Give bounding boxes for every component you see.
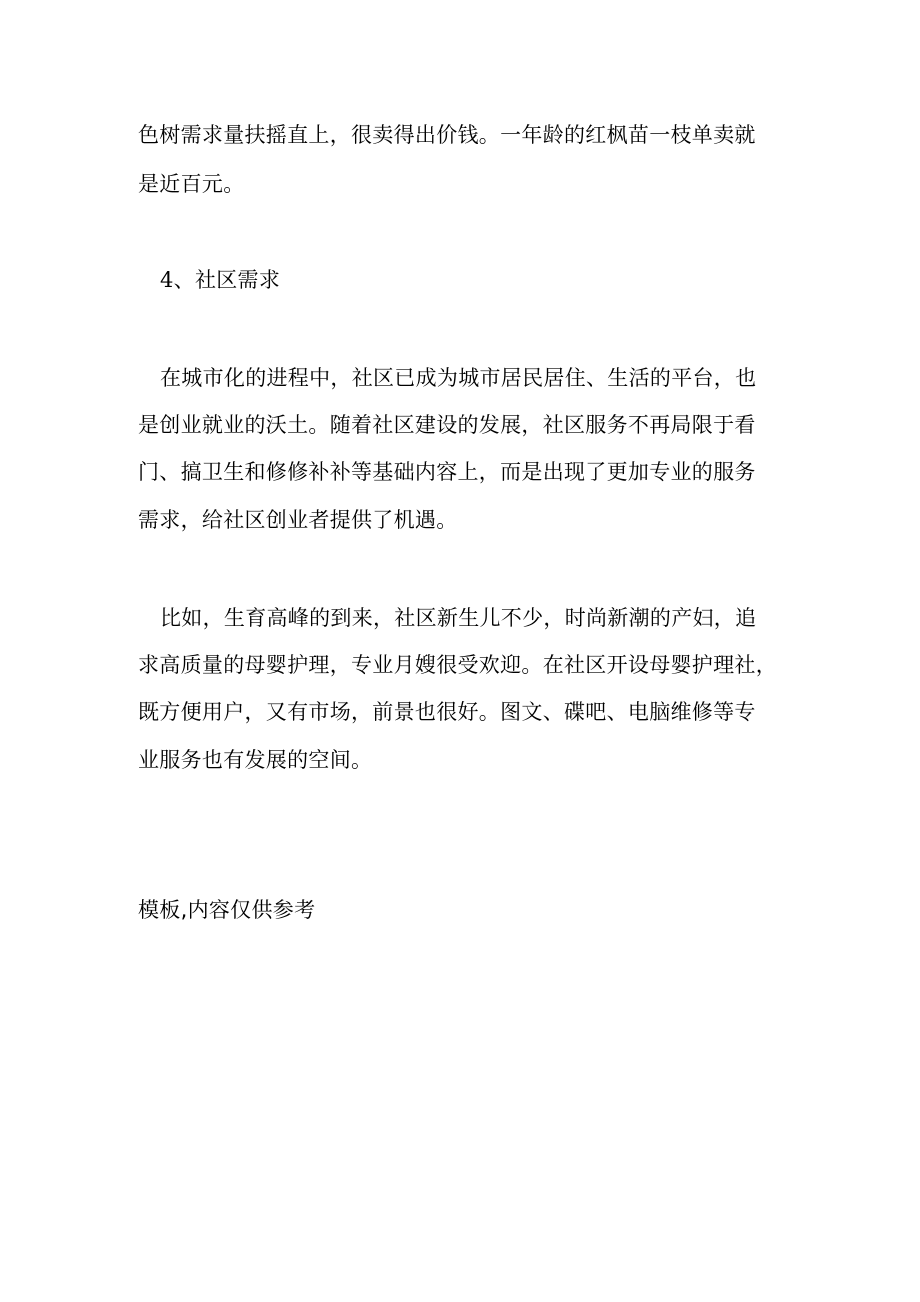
text-line: 是近百元。 [138,172,245,196]
footer-note: 模板,内容仅供参考 [138,898,316,922]
text-line: 是创业就业的沃土。随着社区建设的发展，社区服务不再局限于看 [138,413,756,437]
text-line: 既方便用户，又有市场，前景也很好。图文、碟吧、电脑维修等专 [138,700,756,724]
section-heading: 4、社区需求 [160,268,281,292]
text-line: 色树需求量扶摇直上，很卖得出价钱。一年龄的红枫苗一枝单卖就 [138,123,756,147]
text-line: 比如，生育高峰的到来，社区新生儿不少，时尚新潮的产妇，追 [160,606,757,630]
text-line: 在城市化的进程中，社区已成为城市居民居住、生活的平台，也 [160,366,757,390]
text-line: 业服务也有发展的空间。 [138,748,373,772]
text-line: 求高质量的母婴护理，专业月嫂很受欢迎。在社区开设母婴护理社， [138,653,777,677]
text-line: 门、搞卫生和修修补补等基础内容上，而是出现了更加专业的服务 [138,460,756,484]
text-line: 需求，给社区创业者提供了机遇。 [138,508,458,532]
